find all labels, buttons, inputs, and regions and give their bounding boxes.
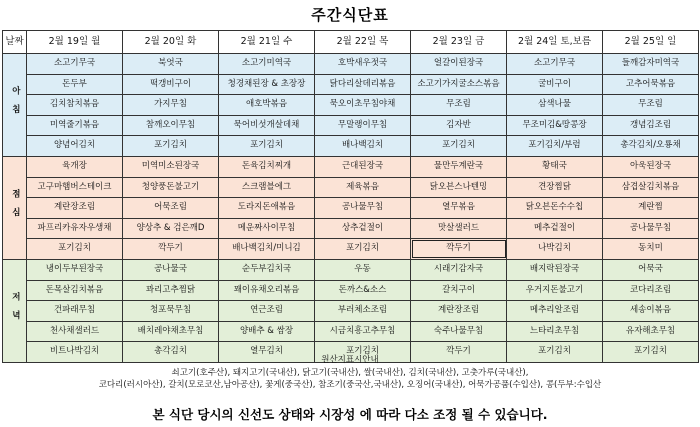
menu-cell: 포기김치 <box>315 239 411 260</box>
menu-cell: 소고기미역국 <box>219 54 315 75</box>
menu-cell: 들깨감자미역국 <box>603 54 699 75</box>
menu-cell: 떡갱비구이 <box>123 74 219 95</box>
menu-cell: 시래기감자국 <box>411 259 507 280</box>
menu-cell: 청양풍돈불고기 <box>123 177 219 198</box>
menu-cell: 무조미김&땅콩장 <box>507 115 603 136</box>
meal-row <box>3 259 699 280</box>
menu-cell: 소고기무국 <box>27 54 123 75</box>
menu-cell: 제육볶음 <box>315 177 411 198</box>
menu-cell: 맛살샐러드 <box>411 218 507 239</box>
menu-cell: 메추리알조림 <box>507 301 603 322</box>
meal-row <box>3 218 699 239</box>
origin-line-2: 코다리(러시아산), 갈치(모로코산,남아공산), 꽃게(중국산), 참조기(중국산,국내산), 오징어(국내산), 어묵가공품(수입산), 콩(두부:수입산 <box>98 380 602 390</box>
meal-plan-table <box>2 30 699 363</box>
menu-cell: 청포묵무침 <box>123 301 219 322</box>
menu-cell: 배나백김치/미니김 <box>219 239 315 260</box>
menu-cell: 양념어김치 <box>27 136 123 157</box>
origin-title: 원산지표시안내 <box>321 355 379 365</box>
menu-cell: 청경채된장 & 초장장 <box>219 74 315 95</box>
menu-cell: 스크램블에그 <box>219 177 315 198</box>
meal-row <box>3 136 699 157</box>
menu-cell: 견장찜닭 <box>507 177 603 198</box>
menu-cell: 근대된장국 <box>315 156 411 177</box>
menu-cell: 고구마햄버스테이크 <box>27 177 123 198</box>
menu-cell: 포기김치 <box>123 136 219 157</box>
menu-cell: 깍두기 <box>411 239 507 260</box>
menu-cell: 배나백김치 <box>315 136 411 157</box>
menu-cell: 포기김치 <box>411 136 507 157</box>
menu-cell: 포기김치 <box>27 239 123 260</box>
meal-label: 점심 <box>3 156 27 259</box>
menu-cell: 천사채샐러드 <box>27 321 123 342</box>
menu-cell: 포기김치 <box>315 342 411 363</box>
menu-cell: 공나물무침 <box>315 198 411 219</box>
menu-cell: 어묵국 <box>603 259 699 280</box>
menu-cell: 느타리초무침 <box>507 321 603 342</box>
menu-cell: 양상추 & 검은깨D <box>123 218 219 239</box>
menu-cell: 갱념김조림 <box>603 115 699 136</box>
menu-cell: 파프리카유자우생채 <box>27 218 123 239</box>
menu-cell: 소고기가지굴소스볶음 <box>411 74 507 95</box>
menu-cell: 삼겹살김치볶음 <box>603 177 699 198</box>
meal-row <box>3 115 699 136</box>
menu-cell: 공나물무침 <box>603 218 699 239</box>
meal-label: 아침 <box>3 54 27 157</box>
day-header-fri: 2월 23일 금 <box>411 31 507 54</box>
meal-row <box>3 54 699 75</box>
menu-cell: 돈목살김치볶음 <box>27 280 123 301</box>
menu-cell: 배치레야채초무침 <box>123 321 219 342</box>
menu-cell: 미역줄기볶음 <box>27 115 123 136</box>
menu-cell: 꽤이유채오리볶음 <box>219 280 315 301</box>
menu-cell: 시금치흥고추무침 <box>315 321 411 342</box>
menu-cell: 계란찜 <box>603 198 699 219</box>
menu-cell: 총각김치 <box>123 342 219 363</box>
menu-cell: 꽈리고추찜닭 <box>123 280 219 301</box>
origin-info <box>0 354 700 392</box>
menu-cell: 열무김치 <box>219 342 315 363</box>
menu-cell: 코다리조림 <box>603 280 699 301</box>
meal-row <box>3 156 699 177</box>
menu-cell: 북엇국 <box>123 54 219 75</box>
menu-cell: 깍두기 <box>411 342 507 363</box>
menu-cell: 냉이두부된장국 <box>27 259 123 280</box>
menu-cell: 닭다리살데리볶음 <box>315 74 411 95</box>
day-header-sat: 2월 24일 토,보름 <box>507 31 603 54</box>
meal-row <box>3 239 699 260</box>
menu-cell: 아욱된장국 <box>603 156 699 177</box>
menu-cell: 닭오븐돈수수칩 <box>507 198 603 219</box>
meal-row <box>3 95 699 116</box>
meal-row <box>3 280 699 301</box>
origin-line-1: 쇠고기(호주산), 돼지고기(국내산), 닭고기(국내산), 쌀(국내산), 김치(국내산), 고춧가루(국내산), <box>171 367 529 378</box>
day-header-sun: 2월 25일 일 <box>603 31 699 54</box>
menu-cell: 깍두기 <box>123 239 219 260</box>
meal-label: 저녁 <box>3 259 27 362</box>
menu-cell: 계란장조림 <box>411 301 507 322</box>
menu-cell: 소고기무국 <box>507 54 603 75</box>
menu-cell: 돈육김치찌개 <box>219 156 315 177</box>
menu-cell: 포기김치 <box>219 136 315 157</box>
menu-cell: 유자해초무침 <box>603 321 699 342</box>
menu-cell: 연근조림 <box>219 301 315 322</box>
menu-cell: 상추겉절이 <box>315 218 411 239</box>
menu-cell: 우거지돈불고기 <box>507 280 603 301</box>
menu-cell: 애호박볶음 <box>219 95 315 116</box>
menu-cell: 무조림 <box>411 95 507 116</box>
menu-cell: 공나물국 <box>123 259 219 280</box>
menu-cell: 무조림 <box>603 95 699 116</box>
menu-cell: 세송이볶음 <box>603 301 699 322</box>
menu-cell: 물만두계란국 <box>411 156 507 177</box>
menu-cell: 얼갈이된장국 <box>411 54 507 75</box>
menu-cell: 황태국 <box>507 156 603 177</box>
menu-cell: 닭오븐스나텐밍 <box>411 177 507 198</box>
menu-cell: 포기김치/부럼 <box>507 136 603 157</box>
menu-cell: 양배추 & 쌈장 <box>219 321 315 342</box>
menu-cell: 건파래무침 <box>27 301 123 322</box>
day-header-thu: 2월 22일 목 <box>315 31 411 54</box>
day-header-wed: 2월 21일 수 <box>219 31 315 54</box>
menu-cell: 메추겉절이 <box>507 218 603 239</box>
menu-cell: 김자반 <box>411 115 507 136</box>
menu-cell: 굴비구이 <box>507 74 603 95</box>
menu-cell: 삼색나물 <box>507 95 603 116</box>
day-header-tue: 2월 20일 화 <box>123 31 219 54</box>
menu-cell: 무말랭이무침 <box>315 115 411 136</box>
menu-cell: 갈치구이 <box>411 280 507 301</box>
menu-cell: 김치참치볶음 <box>27 95 123 116</box>
menu-cell: 총각김치/오룡채 <box>603 136 699 157</box>
menu-cell: 묵오이초무침야채 <box>315 95 411 116</box>
menu-cell: 비트나박김치 <box>27 342 123 363</box>
menu-cell: 미역미소된장국 <box>123 156 219 177</box>
meal-row <box>3 177 699 198</box>
menu-cell: 열무볶음 <box>411 198 507 219</box>
date-header-corner: 날짜 <box>3 31 27 54</box>
page-title: 주간식단표 <box>311 6 389 24</box>
menu-cell: 동치미 <box>603 239 699 260</box>
menu-cell: 가지무침 <box>123 95 219 116</box>
menu-cell: 돈두부 <box>27 74 123 95</box>
menu-cell: 숙주나물무침 <box>411 321 507 342</box>
menu-cell: 계란장조림 <box>27 198 123 219</box>
menu-cell: 참깨오이무침 <box>123 115 219 136</box>
header-row <box>3 31 699 54</box>
menu-cell: 호박새우젓국 <box>315 54 411 75</box>
menu-cell: 묵어비섯개살데채 <box>219 115 315 136</box>
meal-row <box>3 301 699 322</box>
meal-row <box>3 321 699 342</box>
menu-cell: 배지락된장국 <box>507 259 603 280</box>
menu-cell: 부러체소조림 <box>315 301 411 322</box>
day-header-mon: 2월 19일 월 <box>27 31 123 54</box>
menu-cell: 도라지돈애볶음 <box>219 198 315 219</box>
meal-row <box>3 74 699 95</box>
notice-text: 본 식단 당시의 신선도 상태와 시장성 에 따라 다소 조정 될 수 있습니다. <box>152 407 548 422</box>
menu-cell: 돈까스&소스 <box>315 280 411 301</box>
menu-cell: 포기김치 <box>507 342 603 363</box>
menu-cell: 포기김치 <box>603 342 699 363</box>
meal-row <box>3 198 699 219</box>
menu-cell: 순두부김치국 <box>219 259 315 280</box>
menu-cell: 메운짜사이무침 <box>219 218 315 239</box>
menu-cell: 나박김치 <box>507 239 603 260</box>
menu-cell: 어묵조림 <box>123 198 219 219</box>
menu-cell: 육개장 <box>27 156 123 177</box>
menu-cell: 우동 <box>315 259 411 280</box>
menu-cell: 고추어묵볶음 <box>603 74 699 95</box>
